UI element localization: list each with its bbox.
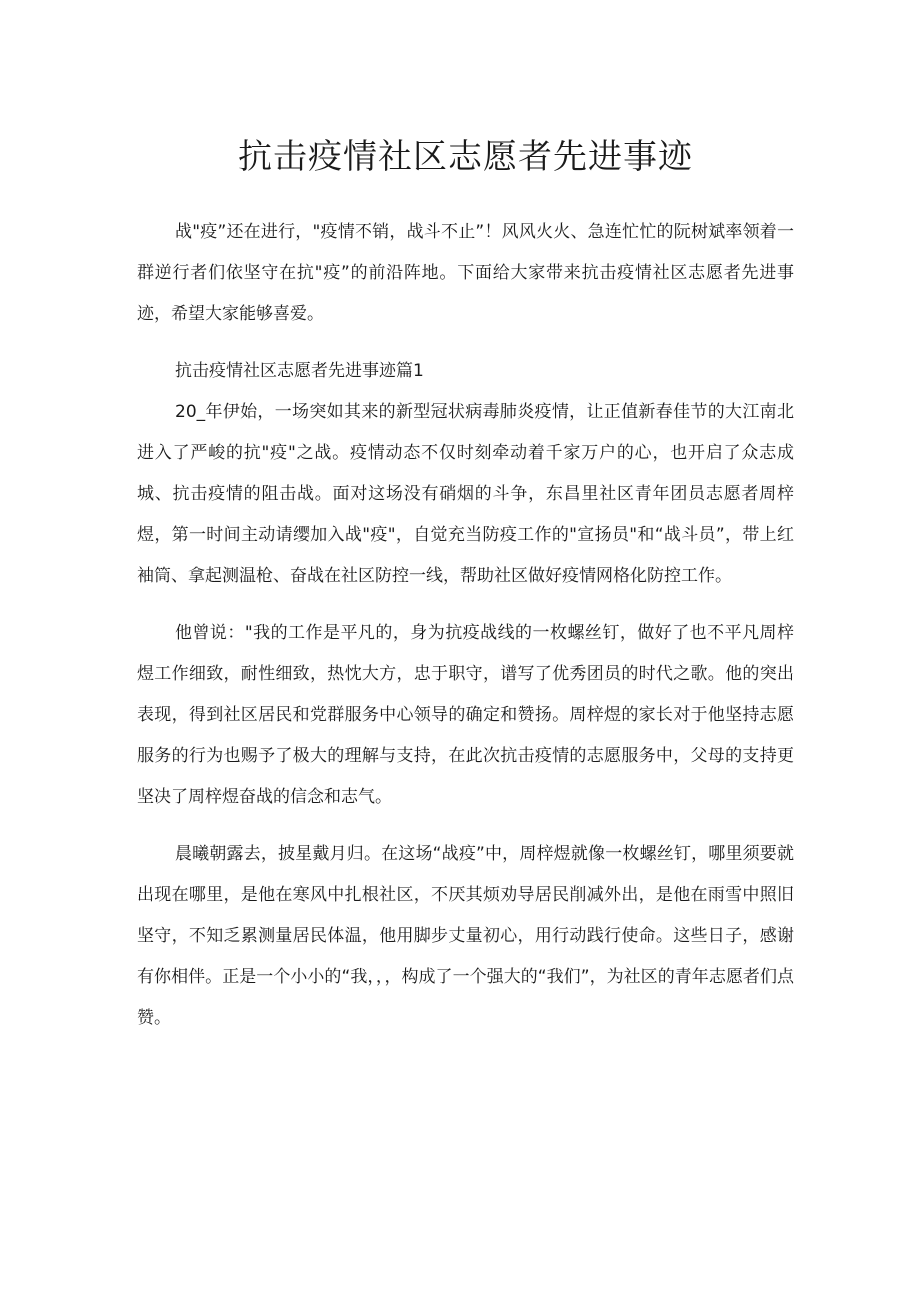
- document-title: 抗击疫情社区志愿者先进事迹: [238, 137, 693, 177]
- body-paragraph: 他曾说："我的工作是平凡的，身为抗疫战线的一枚螺丝钉，做好了也不平凡周梓煜工作细致，耐性细致，热忱大方，忠于职守，谱写了优秀团员的时代之歌。他的突出表现，得到社区居民和党群服务中心领导的确定和赞扬。周梓煜的家长对于他坚持志愿服务的行为也赐予了极大的理解与支持，在此次抗击疫情的志愿服务中，父母的支持更坚决了周梓煜奋战的信念和志气。: [137, 623, 794, 807]
- body-paragraph: 20_年伊始，一场突如其来的新型冠状病毒肺炎疫情，让正值新春佳节的大江南北进入了严峻的抗"疫"之战。疫情动态不仅时刻牵动着千家万户的心，也开启了众志成城、抗击疫情的阻击战。面对这场没有硝烟的斗争，东昌里社区青年团员志愿者周梓煜，第一时间主动请缨加入战"疫"，自觉充当防疫工作的"宣扬员"和“战斗员”，带上红袖筒、拿起测温枪、奋战在社区防控一线，帮助社区做好疫情网格化防控工作。: [137, 402, 794, 586]
- section-heading: 抗击疫情社区志愿者先进事迹篇1: [175, 361, 424, 381]
- body-paragraph: 晨曦朝露去，披星戴月归。在这场“战疫”中，周梓煜就像一枚螺丝钉，哪里须要就出现在哪里，是他在寒风中扎根社区，不厌其烦劝导居民削减外出，是他在雨雪中照旧坚守，不知乏累测量居民体温，他用脚步丈量初心，用行动践行使命。这些日子，感谢有你相伴。正是一个小小的“我，，，构成了一个强大的“我们”，为社区的青年志愿者们点赞。: [137, 844, 794, 1028]
- intro-paragraph: 战"疫”还在进行，"疫情不销，战斗不止”！风风火火、急连忙忙的阮树斌率领着一群逆行者们依坚守在抗"疫”的前沿阵地。下面给大家带来抗击疫情社区志愿者先进事迹，希望大家能够喜爱。: [137, 222, 794, 324]
